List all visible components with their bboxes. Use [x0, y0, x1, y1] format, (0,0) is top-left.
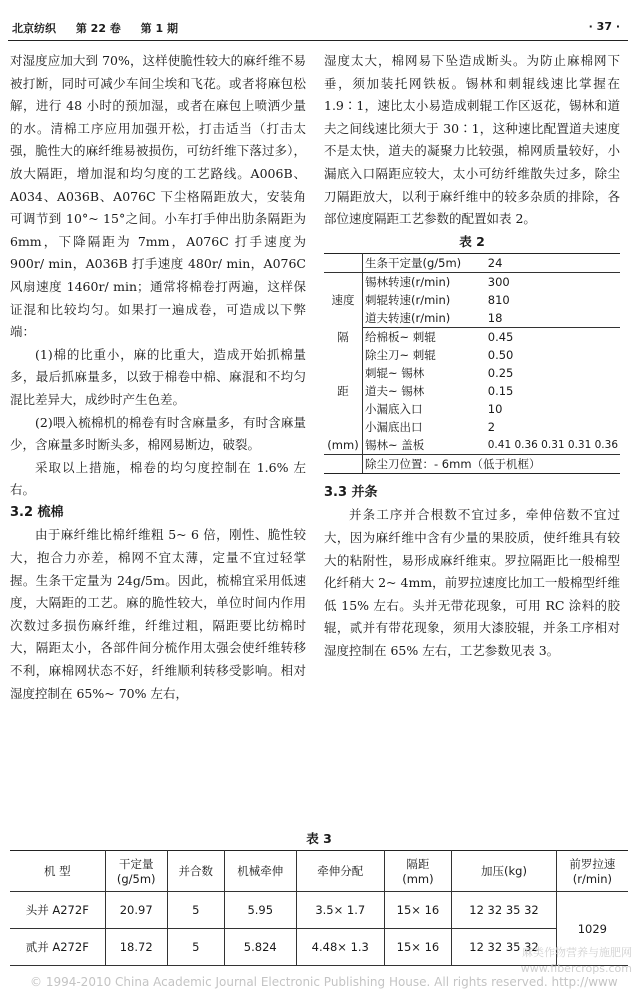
t2-label: 除尘刀~ 刺辊: [365, 347, 436, 362]
t2-value: 0.15: [487, 383, 514, 398]
t2-note: 除尘刀位置：- 6mm（低于机框）: [363, 454, 621, 473]
t3-cell: 15× 16: [384, 892, 452, 929]
journal-name: 北京纺织: [12, 22, 56, 35]
t2-value: 300: [487, 274, 510, 289]
t3-header: 牵伸分配: [296, 851, 384, 892]
t3-cell: 18.72: [105, 929, 167, 966]
t2-group-gauge-2: 距: [324, 382, 363, 400]
section-heading-carding: 3.2 梳棉: [10, 504, 64, 520]
t2-label: 生条干定量(g/5m): [363, 253, 486, 272]
t3-cell: 头并 A272F: [10, 892, 105, 929]
running-header: [8, 18, 632, 38]
t3-cell: 5: [167, 892, 224, 929]
paragraph: 由于麻纤维比棉纤维粗 5~ 6 倍，刚性、脆性较大，抱合力亦差，棉网不宜太薄，定量不宜过轻掌握。生条干定量为 24g/5m。因此，梳棉宜采用低速度，大隔距的工艺。麻的脆性较大，单位时间内作用次数过多损伤麻纤维，纤维过粗，隔距要比纺棉时大，隔距太小，各部件间分梳作用太强会使纤维转移不利，麻棉网状态不好，纤维顺利转移受影响。相对湿度控制在 65%~ 70% 左右，: [10, 527, 306, 701]
journal-volume: 第 22 卷: [75, 22, 121, 35]
t2-label: 给棉板~ 刺辊: [365, 329, 436, 344]
table-2-title: 表 2: [459, 233, 485, 249]
t2-label: 道夫转速(r/min): [363, 309, 486, 328]
t3-cell: 5.824: [224, 929, 296, 966]
t3-cell: 12 32 35 32: [452, 892, 556, 929]
page-number: · 37 ·: [588, 20, 620, 33]
t2-value: 0.25: [487, 365, 514, 380]
t3-cell-shared-speed: 1029: [556, 892, 628, 966]
t3-cell: 5.95: [224, 892, 296, 929]
t3-cell: 20.97: [105, 892, 167, 929]
paragraph: 湿度太大，棉网易下坠造成断头。为防止麻棉网下垂，须加装托网铁板。锡林和刺辊线速比掌握在 1.9∶1，速比太小易造成刺辊工作区返花，锡林和道夫之间线速比须大于 30∶1，这种速比配置道夫速度不是太快，道夫的凝聚力比较强，棉网质量较好，小漏底入口隔距应较大，太小可纺纤维散失过多，除尘刀隔距放大，以利于麻纤维中的较多杂质的排除，各部位速度隔距工艺参数的配置如表 2。: [324, 53, 620, 227]
t2-value: 18: [486, 309, 620, 328]
t2-group-gauge-unit: (mm): [324, 436, 363, 455]
right-column: [324, 50, 620, 663]
t3-header: 前罗拉速 (r/min): [556, 851, 628, 892]
journal-issue: 第 1 期: [140, 22, 178, 35]
t2-value: 2: [487, 419, 496, 434]
t2-label: 刺辊~ 锡林: [365, 365, 425, 380]
t2-value: 0.50: [487, 347, 514, 362]
paragraph: (2)喂入梳棉机的棉卷有时含麻量多，有时含麻量少，含麻量多时断头多，棉网易断边，破裂。: [10, 414, 306, 453]
t2-label: 小漏底入口: [365, 401, 423, 416]
copyright-footer: © 1994-2010 China Academic Journal Electronic Publishing House. All rights reserved. http://www: [30, 975, 618, 989]
t2-value: 10: [487, 401, 503, 416]
table-3-title: 表 3: [306, 831, 332, 846]
t3-header: 并合数: [167, 851, 224, 892]
t3-cell: 4.48× 1.3: [296, 929, 384, 966]
t2-group-speed: 速度: [324, 272, 363, 327]
t3-header: 机械牵伸: [224, 851, 296, 892]
table-row: [10, 892, 628, 929]
section-heading-drawing: 3.3 并条: [324, 484, 378, 500]
t2-value: 0.41 0.36 0.31 0.31 0.36: [486, 436, 620, 455]
t2-value: 0.45: [487, 329, 514, 344]
t3-cell: 5: [167, 929, 224, 966]
header-rule: [8, 40, 628, 41]
t2-value: 810: [487, 292, 510, 307]
t2-label: 小漏底出口: [365, 419, 423, 434]
t3-cell: 15× 16: [384, 929, 452, 966]
paragraph: 并条工序并合根数不宜过多，牵伸倍数不宜过大，因为麻纤维中含有少量的果胶质，使纤维具有较大的粘附性，易形成麻纤维束。罗拉隔距比一般棉型化纤稍大 2~ 4mm，前罗拉速度比加工一般棉型纤维低 15% 左右。头并无带花现象，可用 RC 涂料的胶辊，贰并有带花现象，须用大漆胶辊，并条工序相对湿度控制在 65% 左右，工艺参数见表 3。: [324, 507, 620, 658]
t3-header: 加压(kg): [452, 851, 556, 892]
t3-header: 隔距 (mm): [384, 851, 452, 892]
t2-label: 锡林~ 盖板: [363, 436, 486, 455]
paragraph: 采取以上措施，棉卷的均匀度控制在 1.6% 左右。: [10, 459, 306, 498]
table-2: [324, 253, 620, 474]
t3-cell: 12 32 35 32: [452, 929, 556, 966]
paragraph: 对湿度应加大到 70%，这样使脆性较大的麻纤维不易被打断，同时可减少车间尘埃和飞花。或者将麻包松解，进行 48 小时的预加湿，或者在麻包上喷洒少量的水。清棉工序应用加强开松，打击适当（打击太强，脆性大的麻纤维易被损伤，可纺纤维下落过多），放大隔距，增加混和均匀度的工艺路线。A006B、A034、A036B、A076C 下尘格隔距放大，安装角可调节到 10°~ 15°之间。小车打手伸出肋条隔距为 6mm，下降隔距为 7mm，A076C 打手速度为 900r/ min，A036B 打手速度 480r/ min，A076C 风扇速度 1460r/ min；通常将棉卷打两遍，这样保证混和比较均匀。如果打一遍成卷，可造成以下弊端：: [10, 53, 306, 340]
t3-header: 干定量 (g/5m): [105, 851, 167, 892]
t3-cell: 贰并 A272F: [10, 929, 105, 966]
t2-label: 刺辊转速(r/min): [365, 292, 451, 307]
watermark: 麻类作物营养与施肥网 www.fibercrops.com: [520, 946, 632, 975]
t2-label: 道夫~ 锡林: [365, 383, 425, 398]
left-column: [10, 50, 306, 705]
t2-group-gauge-1: 隔: [324, 327, 363, 346]
t2-label: 锡林转速(r/min): [365, 274, 451, 289]
t2-value: 24: [486, 253, 620, 272]
t3-cell: 3.5× 1.7: [296, 892, 384, 929]
paragraph: (1)棉的比重小，麻的比重大，造成开始抓棉量多，最后抓麻量多，以致于棉卷中棉、麻混和不均匀混比差异大，成纱时产生色差。: [10, 346, 306, 407]
t3-header: 机 型: [10, 851, 105, 892]
